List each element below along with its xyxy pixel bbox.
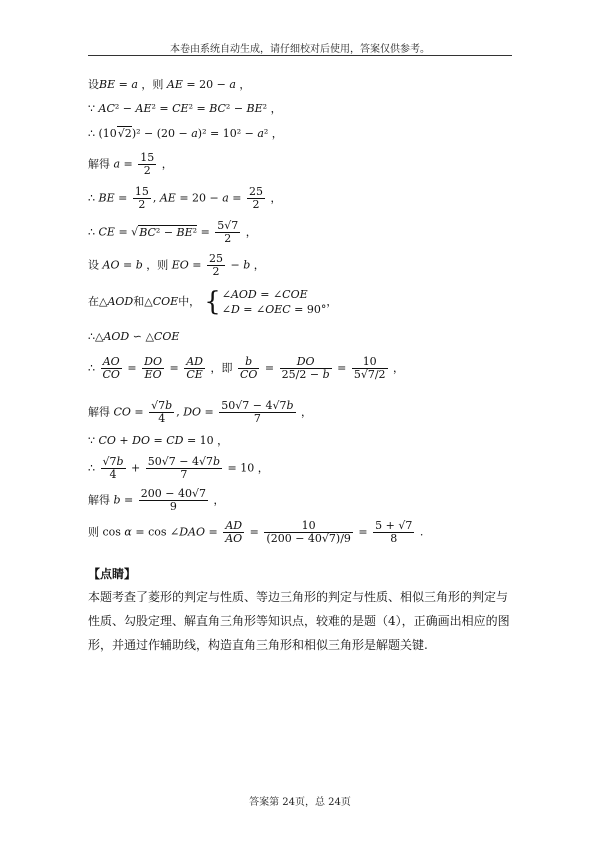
math-line-5: ∴ BE = $\frac{15}{2}$ , AE = 20 − a = $\frac{25}{2}$ ，: [88, 185, 282, 211]
math-line-3: ∴ (10√2)² − (20 − a)² = 10² − a² ，: [88, 127, 283, 140]
math-line-10: ∴ $\frac{AO}{CO}$ = $\frac{DO}{EO}$ = $\frac{AD}{CE}$ ，即 $\frac{b}{CO}$ = $\frac{DO}{25/2 - b}$ = $\frac{10}{5√7/2}$ ，: [88, 355, 405, 381]
math-line-7: 设 AO = b ，则 EO = $\frac{25}{2}$ − b ，: [88, 252, 265, 278]
page-header: 本卷由系统自动生成，请仔细校对后使用，答案仅供参考。: [170, 44, 430, 55]
math-line-6: ∴ CE = √BC² − BE² = $\frac{5√7}{2}$ ，: [88, 219, 257, 245]
math-line-2: ∵ AC² − AE² = CE² = BC² − BE² ，: [88, 102, 282, 115]
math-line-12: ∵ CO + DO = CD = 10 ，: [88, 434, 229, 447]
dianjing-heading: 【点睛】: [88, 567, 137, 581]
math-line-15: 则 cos α = cos ∠DAO = $\frac{AD}{AO}$ = $\frac{10}{(200 - 40√7)/9}$ = $\frac{5 + √7}{8}$ .: [88, 519, 424, 545]
dianjing-paragraph: 本题考查了菱形的判定与性质、等边三角形的判定与性质、相似三角形的判定与性质、勾股定理、解直角三角形等知识点，较难的是题（4），正确画出相应的图形，并通过作辅助线，构造直角三角形和相似三角形是解题关键.: [88, 590, 510, 652]
math-line-4: 解得 a = $\frac{15}{2}$ ，: [88, 151, 173, 177]
math-line-13: ∴ $\frac{√7b}{4}$ + $\frac{50√7 - 4√7b}{7}$ = 10 ，: [88, 455, 269, 481]
math-line-8: 在△AOD和△COE中， {∠AOD = ∠COE ∠D = ∠OEC = 90°，: [88, 287, 338, 317]
page-footer: 答案第 24页，总 24页: [249, 797, 351, 808]
math-line-9: ∴△AOD ∽ △COE: [88, 330, 180, 343]
math-line-1: 设BE = a ，则 AE = 20 − a ，: [88, 78, 251, 91]
math-line-14: 解得 b = $\frac{200 - 40√7}{9}$ ，: [88, 487, 225, 513]
header-divider: [88, 55, 512, 56]
math-line-11: 解得 CO = $\frac{√7b}{4}$ , DO = $\frac{50√7 - 4√7b}{7}$ ，: [88, 399, 313, 425]
